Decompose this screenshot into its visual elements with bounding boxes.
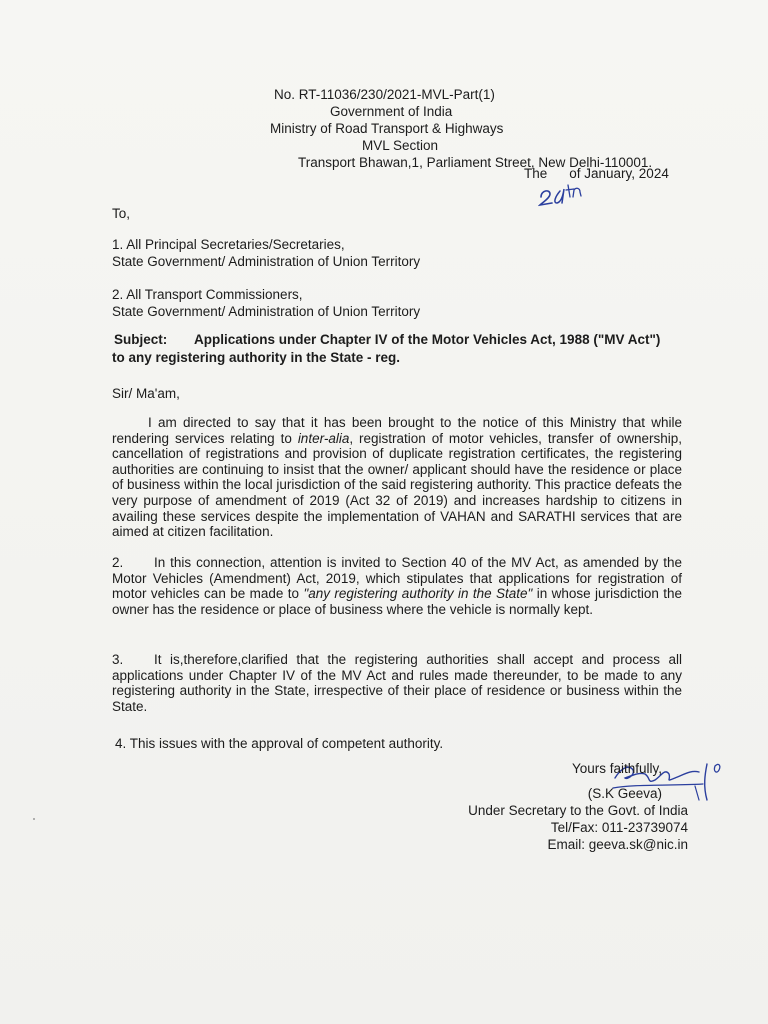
paragraph-2-text-a: In this connection, attention is invited to Section 40 of the MV Act, as amended by the Motor Vehicles (Amendment) Act, 2019, which stipulates that applications for registration of motor vehicles can be made to — [112, 555, 682, 602]
paragraph-2-text-b: in whose jurisdiction the owner has the residence or place of business where the vehicle is normally kept. — [112, 586, 682, 617]
recipient-2-line1: 2. All Transport Commissioners, — [112, 287, 303, 302]
salutation: Sir/ Ma'am, — [112, 386, 180, 401]
scan-speck — [33, 818, 35, 820]
date-suffix: of January, 2024 — [569, 166, 669, 181]
paragraph-1-text-a: I am directed to say that it has been brought to the notice of this Ministry that while rendering services relating to — [112, 415, 682, 446]
paragraph-3 — [112, 652, 682, 714]
paragraph-2-number: 2. — [112, 555, 124, 570]
signatory-name: (S.K Geeva) — [587, 786, 662, 801]
subject-line — [112, 331, 672, 367]
paragraph-2-italic: "any registering authority in the State" — [303, 586, 533, 602]
section-name: MVL Section — [362, 138, 439, 153]
recipient-1-line2: State Government/ Administration of Union Territory — [112, 254, 421, 269]
signatory-designation: Under Secretary to the Govt. of India — [468, 803, 688, 818]
signatory-telfax: Tel/Fax: 011-23739074 — [550, 820, 688, 835]
to-label: To, — [112, 206, 131, 221]
recipient-2-line2: State Government/ Administration of Union Territory — [112, 304, 421, 319]
paragraph-2 — [112, 555, 682, 617]
paragraph-4: 4. This issues with the approval of competent authority. — [115, 736, 444, 751]
reference-number: No. RT-11036/230/2021-MVL-Part(1) — [274, 87, 495, 102]
paragraph-1-italic: inter-alia — [297, 430, 350, 446]
date-prefix: The — [524, 166, 548, 181]
paragraph-3-number: 3. — [112, 652, 124, 667]
paragraph-1-text-b: , registration of motor vehicles, transfer of ownership, cancellation of registrations and provision of duplicate registration certificates, the registering authorities are continuing to insist that the owner/ applicant should have the residence or place of business within the local jurisdiction of the said registering authority. This practice defeats the very purpose of amendment of 2019 (Act 32 of 2019) and increases hardship to citizens in availing these services despite the implementation of VAHAN and SARATHI services that are aimed at citizen facilitation. — [112, 430, 682, 540]
recipient-1-line1: 1. All Principal Secretaries/Secretaries, — [112, 237, 345, 252]
letter-header — [270, 86, 690, 171]
recipient-2 — [112, 286, 692, 320]
letter-date — [524, 166, 669, 181]
subject-text: Applications under Chapter IV of the Motor Vehicles Act, 1988 ("MV Act") to any registering authority in the State - reg. — [112, 332, 661, 365]
recipient-1 — [112, 236, 692, 270]
government-name: Government of India — [330, 104, 453, 119]
subject-label: Subject: — [114, 332, 168, 347]
office-address: Transport Bhawan,1, Parliament Street, New Delhi-110001. — [298, 155, 653, 170]
paragraph-3-text: It is,therefore,clarified that the registering authorities shall accept and process all applications under Chapter IV of the MV Act and rules made thereunder, to be made to any registering authority in the State, irrespective of their place of residence or business within the State. — [112, 652, 682, 714]
paragraph-1 — [112, 415, 682, 540]
closing: Yours faithfully, — [571, 761, 662, 776]
ministry-name: Ministry of Road Transport & Highways — [270, 121, 504, 136]
signature-block — [468, 760, 688, 853]
signatory-email: Email: geeva.sk@nic.in — [547, 837, 688, 852]
handwritten-date-day — [538, 181, 584, 207]
